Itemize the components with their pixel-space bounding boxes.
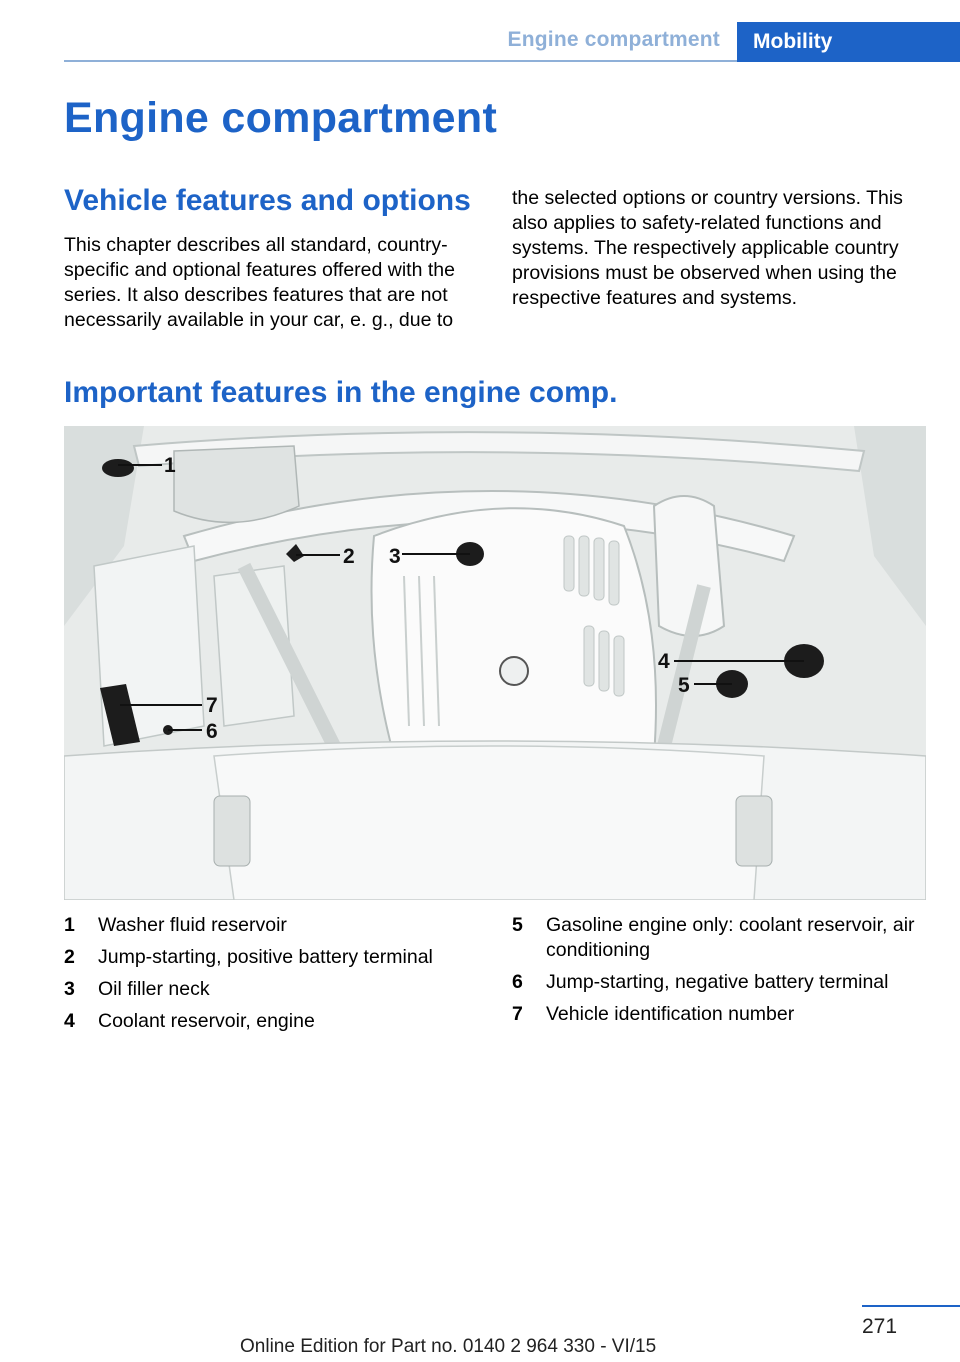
callout-2: 2 xyxy=(343,545,355,568)
legend-text: Washer fluid reservoir xyxy=(98,914,287,936)
legend-text: Gasoline engine only: coolant reservoir, air conditioning xyxy=(546,914,915,961)
legend-text: Oil filler neck xyxy=(98,978,210,1000)
intro-paragraph-right: the selected options or country versions. This also applies to safety-related functions and systems. The respectively applicable country provisions must be observed when using the respective features and systems. xyxy=(512,187,903,309)
engine-compartment-illustration xyxy=(64,426,926,900)
legend-item xyxy=(64,913,484,938)
callout-6: 6 xyxy=(206,720,218,743)
legend-item xyxy=(64,1009,484,1034)
footer-rule xyxy=(862,1305,960,1307)
callout-1: 1 xyxy=(164,454,176,477)
legend-number: 3 xyxy=(64,978,75,1000)
callout-7: 7 xyxy=(206,694,218,717)
legend-text: Jump-starting, positive battery terminal xyxy=(98,946,433,968)
legend-item xyxy=(64,977,484,1002)
legend-text: Jump-starting, negative battery terminal xyxy=(546,971,889,993)
page-title: Engine compartment xyxy=(64,94,498,142)
header-tab-mobility: Mobility xyxy=(737,22,960,62)
legend-number: 4 xyxy=(64,1010,75,1032)
legend-text: Vehicle identification number xyxy=(546,1003,795,1025)
legend-text: Coolant reservoir, engine xyxy=(98,1010,315,1032)
legend-list-right xyxy=(512,913,932,1034)
header-section-label: Engine compartment xyxy=(507,28,720,51)
section-heading-vehicle-features: Vehicle features and options xyxy=(64,184,471,217)
callout-3: 3 xyxy=(389,545,401,568)
section-heading-important-features: Important features in the engine comp. xyxy=(64,376,618,409)
legend-number: 7 xyxy=(512,1003,523,1025)
edition-note: Online Edition for Part no. 0140 2 964 330 - VI/15 xyxy=(240,1336,657,1357)
page-number: 271 xyxy=(862,1315,898,1338)
legend-number: 1 xyxy=(64,914,75,936)
intro-paragraph-left: This chapter describes all standard, country-specific and optional features offered with the series. It also describes features that are not necessarily available in your car, e. g., due to xyxy=(64,234,455,331)
legend-number: 5 xyxy=(512,914,523,936)
callout-4: 4 xyxy=(658,650,670,673)
legend-number: 2 xyxy=(64,946,75,968)
legend-list-left xyxy=(64,913,484,1041)
callout-5: 5 xyxy=(678,674,690,697)
legend-item xyxy=(512,970,932,995)
legend-item xyxy=(512,913,932,963)
legend-item xyxy=(512,1002,932,1027)
legend-number: 6 xyxy=(512,971,523,993)
legend-item xyxy=(64,945,484,970)
